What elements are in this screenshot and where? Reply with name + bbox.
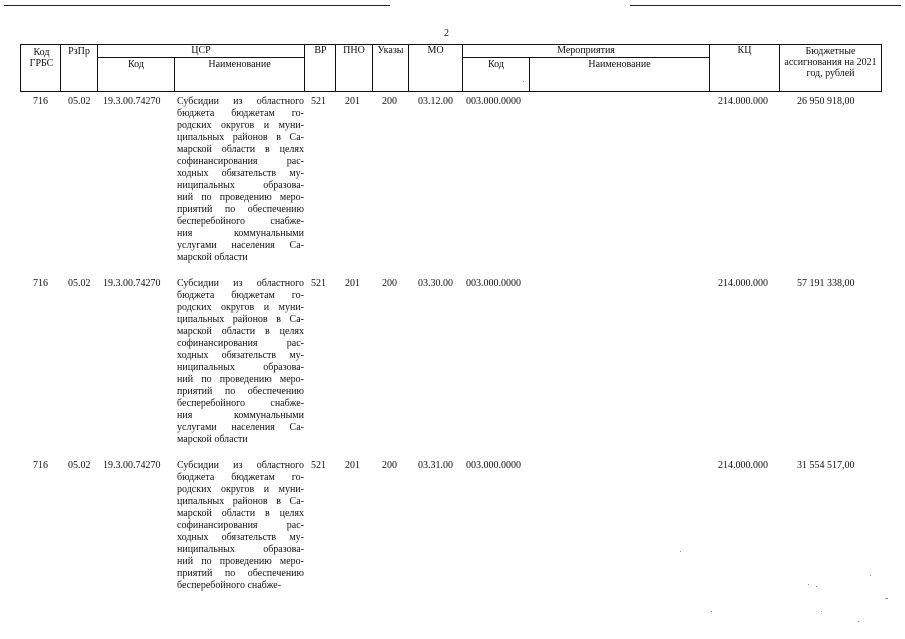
row-1-desc-line-2: бюджета бюджетам го-	[177, 108, 304, 119]
row-1-desc-line-10: приятий по обеспечению	[177, 204, 304, 215]
scan-speck-3	[808, 584, 809, 585]
row-3-desc-line-8: ниципальных образова-	[177, 544, 304, 555]
row-2-csr-kod: 19.3.00.74270	[103, 278, 161, 289]
sep-4	[304, 44, 305, 92]
row-1-description	[177, 96, 304, 264]
header-csr-name: Наименование	[208, 59, 271, 70]
row-1-kc: 214.000.000	[718, 96, 768, 107]
row-2-desc-line-1: Субсидии из областного	[177, 278, 304, 289]
row-2-desc-line-14: марской области	[177, 434, 248, 445]
row-3-kc: 214.000.000	[718, 460, 768, 471]
row-2-kc: 214.000.000	[718, 278, 768, 289]
row-3-rzpr: 05.02	[68, 460, 91, 471]
row-3-mo: 03.31.00	[418, 460, 453, 471]
row-1-desc-line-7: ходных обязательств му-	[177, 168, 304, 179]
header-rzpr: РзПр	[68, 46, 90, 57]
row-3-vr: 521	[311, 460, 326, 471]
header-mer-kod: Код	[488, 59, 504, 70]
row-3-desc-line-7: ходных обязательств му-	[177, 532, 304, 543]
scan-speck-4	[816, 586, 817, 587]
row-3-desc-line-2: бюджета бюджетам го-	[177, 472, 304, 483]
top-border-right	[630, 5, 901, 6]
header-mo: МО	[427, 45, 444, 56]
row-2-mo: 03.30.00	[418, 278, 453, 289]
top-border-left	[4, 5, 390, 6]
row-3-desc-line-9: ний по проведению меро-	[177, 556, 304, 567]
row-2-desc-line-4: ципальных районов в Са-	[177, 314, 304, 325]
sep-1	[60, 44, 61, 92]
row-1-desc-line-11: бесперебойного снабже-	[177, 216, 304, 227]
row-2-pno: 201	[345, 278, 360, 289]
row-1-desc-line-1: Субсидии из областного	[177, 96, 304, 107]
csr-subheader-line	[97, 57, 305, 58]
row-3-desc-line-1: Субсидии из областного	[177, 460, 304, 471]
row-1-desc-line-12: ния коммунальными	[177, 228, 304, 239]
row-1-desc-line-6: софинансирования рас-	[177, 156, 304, 167]
page-number: 2	[444, 28, 449, 39]
row-1-desc-line-3: родских округов и муни-	[177, 120, 304, 131]
scan-speck-9	[858, 621, 859, 622]
row-2-grbs: 716	[33, 278, 48, 289]
row-1-desc-line-9: ний по проведению меро-	[177, 192, 304, 203]
row-2-desc-line-10: приятий по обеспечению	[177, 386, 304, 397]
row-2-desc-line-12: ния коммунальными	[177, 410, 304, 421]
row-3-desc-line-10: приятий по обеспечению	[177, 568, 304, 579]
row-2-vr: 521	[311, 278, 326, 289]
row-3-grbs: 716	[33, 460, 48, 471]
scan-speck-1	[523, 81, 524, 82]
row-1-rzpr: 05.02	[68, 96, 91, 107]
row-2-desc-line-2: бюджета бюджетам го-	[177, 290, 304, 301]
header-ukazy: Указы	[377, 45, 404, 56]
row-1-pno: 201	[345, 96, 360, 107]
scan-speck-5	[870, 575, 871, 576]
row-2-desc-line-13: услугами населения Са-	[177, 422, 304, 433]
header-csr-kod: Код	[128, 59, 144, 70]
row-2-mer-kod: 003.000.0000	[466, 278, 521, 289]
row-1-amount: 26 950 918,00	[797, 96, 855, 107]
header-budget: Бюджетные ассигнования на 2021 год, рублей	[784, 46, 877, 79]
scan-speck-7	[711, 611, 712, 612]
scan-speck-8	[821, 611, 822, 612]
row-2-rzpr: 05.02	[68, 278, 91, 289]
header-vr: ВР	[314, 45, 327, 56]
row-3-mer-kod: 003.000.0000	[466, 460, 521, 471]
row-2-desc-line-7: ходных обязательств му-	[177, 350, 304, 361]
row-1-desc-line-14: марской области	[177, 252, 248, 263]
row-1-grbs: 716	[33, 96, 48, 107]
row-3-ukaz: 200	[382, 460, 397, 471]
mer-subheader-line	[462, 57, 710, 58]
row-3-csr-kod: 19.3.00.74270	[103, 460, 161, 471]
row-2-ukaz: 200	[382, 278, 397, 289]
row-3-desc-line-6: софинансирования рас-	[177, 520, 304, 531]
header-meropriyatiya: Мероприятия	[557, 45, 615, 56]
row-1-vr: 521	[311, 96, 326, 107]
row-2-desc-line-8: ниципальных образова-	[177, 362, 304, 373]
table-header	[20, 44, 881, 92]
row-1-desc-line-5: марской области в целях	[177, 144, 304, 155]
row-3-amount: 31 554 517,00	[797, 460, 855, 471]
row-2-amount: 57 191 338,00	[797, 278, 855, 289]
row-2-desc-line-5: марской области в целях	[177, 326, 304, 337]
header-top-border	[21, 44, 882, 45]
row-2-desc-line-11: бесперебойного снабже-	[177, 398, 304, 409]
scan-speck-2	[680, 551, 681, 552]
scan-speck-6	[885, 598, 888, 599]
row-1-csr-kod: 19.3.00.74270	[103, 96, 161, 107]
header-pno: ПНО	[343, 45, 365, 56]
row-1-ukaz: 200	[382, 96, 397, 107]
header-kod-grbs: Код ГРБС	[29, 47, 54, 69]
header-right-border	[881, 44, 882, 92]
row-2-desc-line-3: родских округов и муни-	[177, 302, 304, 313]
row-2-desc-line-6: софинансирования рас-	[177, 338, 304, 349]
row-3-desc-line-11: бесперебойного снабже-	[177, 580, 282, 591]
row-2-desc-line-9: ний по проведению меро-	[177, 374, 304, 385]
row-1-mer-kod: 003.000.0000	[466, 96, 521, 107]
row-1-mo: 03.12.00	[418, 96, 453, 107]
row-3-desc-line-5: марской области в целях	[177, 508, 304, 519]
row-1-desc-line-4: ципальных районов в Са-	[177, 132, 304, 143]
row-1-desc-line-8: ниципальных образова-	[177, 180, 304, 191]
header-kc: КЦ	[737, 45, 752, 56]
row-3-description	[177, 460, 304, 592]
header-bottom-border	[21, 91, 882, 92]
row-3-desc-line-3: родских округов и муни-	[177, 484, 304, 495]
header-csr: ЦСР	[191, 45, 211, 56]
row-2-description	[177, 278, 304, 446]
header-mer-name: Наименование	[588, 59, 651, 70]
row-1-desc-line-13: услугами населения Са-	[177, 240, 304, 251]
row-3-pno: 201	[345, 460, 360, 471]
row-3-desc-line-4: ципальных районов в Са-	[177, 496, 304, 507]
